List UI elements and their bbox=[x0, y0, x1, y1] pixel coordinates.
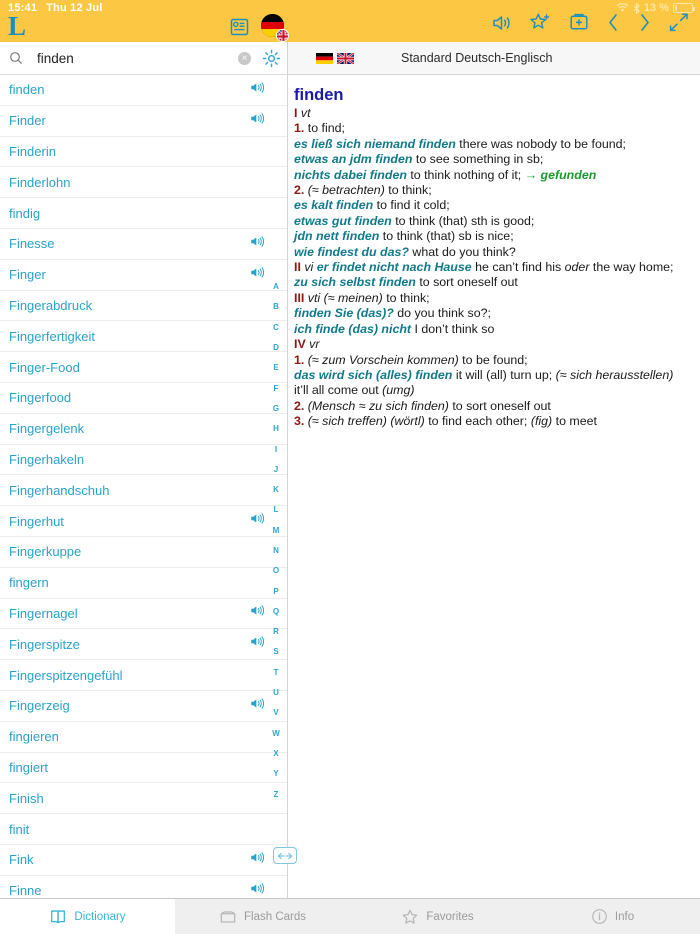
play-pronunciation-button[interactable] bbox=[250, 266, 265, 284]
speaker-icon[interactable] bbox=[250, 604, 265, 617]
entry-line bbox=[294, 353, 690, 368]
entry-segment: the way home; bbox=[592, 260, 674, 275]
entry-line bbox=[294, 229, 690, 244]
word-list-item[interactable] bbox=[0, 75, 287, 106]
entry-segment: IV bbox=[294, 337, 310, 352]
alphabet-index-letter[interactable]: Z bbox=[273, 789, 279, 799]
word-list-item[interactable] bbox=[0, 106, 287, 137]
word-label: Finesse bbox=[9, 236, 55, 252]
word-list-item[interactable] bbox=[0, 629, 287, 660]
star-icon bbox=[401, 908, 419, 926]
entry-line bbox=[294, 368, 690, 383]
play-pronunciation-button[interactable] bbox=[250, 112, 265, 130]
entry-segment: → gefunden bbox=[524, 167, 597, 182]
entry-segment: 3. bbox=[294, 414, 308, 429]
word-label: Finne bbox=[9, 883, 42, 898]
box-plus-icon[interactable] bbox=[568, 12, 590, 33]
entry-segment: to meet bbox=[555, 414, 597, 429]
entry-segment: to think; bbox=[388, 183, 432, 198]
play-pronunciation-button[interactable] bbox=[250, 81, 265, 99]
alphabet-index-letter[interactable]: J bbox=[273, 464, 279, 474]
entry-line bbox=[294, 399, 690, 414]
uk-flag-icon bbox=[337, 53, 354, 64]
entry-segment: wie findest du das? bbox=[294, 244, 413, 259]
word-list-item[interactable] bbox=[0, 753, 287, 784]
uk-flag-icon bbox=[276, 29, 289, 42]
status-date: Thu 12 Jul bbox=[46, 2, 103, 14]
word-label: Fingerspitzengefühl bbox=[9, 667, 123, 683]
play-pronunciation-button[interactable] bbox=[250, 851, 265, 869]
entry-segment: (umg) bbox=[382, 383, 415, 398]
expand-arrows-icon[interactable] bbox=[668, 12, 690, 33]
alphabet-index-letter[interactable]: B bbox=[273, 302, 279, 312]
entry-segment: I bbox=[294, 106, 301, 120]
alphabet-index-letter[interactable]: T bbox=[273, 667, 279, 677]
star-plus-icon[interactable] bbox=[529, 12, 552, 33]
entry-segment: 1. bbox=[294, 121, 308, 136]
word-list-item[interactable] bbox=[0, 352, 287, 383]
entry-segment: he can’t find his bbox=[475, 260, 565, 275]
speaker-icon[interactable] bbox=[250, 112, 265, 125]
alphabet-index-letter[interactable]: W bbox=[272, 728, 280, 738]
word-label: Fingerabdruck bbox=[9, 297, 93, 313]
german-flag-icon bbox=[316, 53, 333, 64]
tab-label: Flash Cards bbox=[244, 910, 306, 923]
main-area bbox=[0, 42, 700, 898]
speaker-icon[interactable] bbox=[250, 81, 265, 94]
entry-segment: (≈ zum Vorschein kommen) bbox=[307, 352, 463, 367]
word-list-item[interactable] bbox=[0, 475, 287, 506]
entry-line bbox=[294, 414, 690, 429]
word-label: Fingerspitze bbox=[9, 636, 80, 652]
entry-segment: what do you think? bbox=[412, 244, 516, 259]
app-logo: L bbox=[8, 11, 27, 41]
toolbar-right bbox=[491, 12, 690, 33]
entry-segment: to sort oneself out bbox=[452, 398, 551, 413]
entry-segment: to be found; bbox=[462, 352, 528, 367]
entry-line bbox=[294, 121, 690, 136]
entry-line bbox=[294, 198, 690, 213]
entry-segment: (≈ sich herausstellen) bbox=[555, 367, 674, 382]
entry-segment: es ließ sich niemand finden bbox=[294, 136, 460, 151]
entry-segment: 2. bbox=[294, 183, 308, 198]
entry-segment: II bbox=[294, 260, 305, 275]
resize-horizontal-icon bbox=[277, 852, 293, 860]
entry-segment: to find each other; bbox=[428, 414, 531, 429]
tab-favorites[interactable] bbox=[350, 899, 525, 934]
word-list-item[interactable] bbox=[0, 660, 287, 691]
entry-segment: to find it cold; bbox=[376, 198, 450, 213]
search-icon bbox=[9, 51, 23, 65]
entry-headword: finden bbox=[294, 86, 344, 104]
entry-segment: III bbox=[294, 290, 308, 305]
entry-line bbox=[294, 260, 690, 275]
top-bar bbox=[0, 0, 700, 42]
pane-resize-handle[interactable] bbox=[273, 847, 297, 864]
entry-segment: do you think so?; bbox=[397, 306, 491, 321]
alphabet-index-letter[interactable]: Y bbox=[273, 769, 279, 779]
alphabet-index-letter[interactable]: E bbox=[273, 363, 279, 373]
tab-label: Favorites bbox=[426, 910, 474, 923]
entry-line bbox=[294, 183, 690, 198]
tab-label: Dictionary bbox=[74, 910, 126, 923]
entry-line bbox=[294, 152, 690, 167]
alphabet-index-letter[interactable]: I bbox=[274, 444, 278, 454]
entry-segment: 2. bbox=[294, 398, 308, 413]
word-list-item[interactable] bbox=[0, 845, 287, 876]
alphabet-index-letter[interactable]: O bbox=[272, 566, 280, 576]
alphabet-index-letter[interactable]: K bbox=[273, 485, 279, 495]
entry-line bbox=[294, 214, 690, 229]
word-label: Finder bbox=[9, 113, 46, 129]
alphabet-index-letter[interactable]: H bbox=[273, 424, 279, 434]
word-label: fingiert bbox=[9, 759, 49, 775]
word-label: Fingerkuppe bbox=[9, 544, 82, 560]
entry-segment: nichts dabei finden bbox=[294, 167, 411, 182]
right-pane bbox=[288, 42, 700, 898]
entry-segment: finden Sie (das)? bbox=[294, 306, 398, 321]
toolbar-center bbox=[228, 14, 287, 40]
alphabet-index-letter[interactable]: V bbox=[273, 708, 279, 718]
word-list-item[interactable] bbox=[0, 537, 287, 568]
search-bar bbox=[0, 42, 287, 75]
dictionary-entry bbox=[288, 75, 700, 898]
word-label: Finderlohn bbox=[9, 174, 71, 190]
play-pronunciation-button[interactable] bbox=[250, 882, 265, 898]
entry-segment: vr bbox=[309, 337, 320, 352]
word-label: Finderin bbox=[9, 143, 56, 159]
dictionary-header[interactable] bbox=[288, 42, 700, 75]
word-list-item[interactable] bbox=[0, 876, 287, 898]
alphabet-index-letter[interactable]: C bbox=[273, 322, 279, 332]
word-list-item[interactable] bbox=[0, 599, 287, 630]
left-pane bbox=[0, 42, 288, 898]
play-pronunciation-button[interactable] bbox=[250, 697, 265, 715]
play-pronunciation-button[interactable] bbox=[250, 235, 265, 253]
gear-icon[interactable] bbox=[262, 49, 281, 68]
entry-segment: etwas an jdm finden bbox=[294, 152, 416, 167]
alphabet-index-letter[interactable]: N bbox=[273, 546, 279, 555]
word-list-item[interactable] bbox=[0, 167, 287, 198]
word-label: Fink bbox=[9, 852, 34, 868]
tab-info[interactable] bbox=[525, 899, 700, 934]
entry-segment: das wird sich (alles) finden bbox=[294, 367, 456, 382]
alphabet-index-letter[interactable]: L bbox=[273, 505, 279, 515]
play-pronunciation-button[interactable] bbox=[250, 512, 265, 530]
entry-line bbox=[294, 291, 690, 306]
alphabet-index[interactable] bbox=[265, 277, 287, 805]
bottom-tab-bar bbox=[0, 898, 700, 934]
alphabet-index-letter[interactable]: D bbox=[273, 343, 279, 353]
word-label: Fingerhut bbox=[9, 513, 64, 529]
speaker-icon[interactable] bbox=[250, 635, 265, 648]
entry-segment: zu sich selbst finden bbox=[294, 275, 420, 290]
word-list-item[interactable] bbox=[0, 783, 287, 814]
alphabet-index-letter[interactable]: G bbox=[272, 403, 280, 413]
word-list-item[interactable] bbox=[0, 691, 287, 722]
word-label: finit bbox=[9, 821, 30, 837]
entry-line bbox=[294, 383, 690, 398]
word-label: Fingerhandschuh bbox=[9, 482, 110, 498]
word-label: Fingerfood bbox=[9, 390, 72, 406]
word-label: Fingerhakeln bbox=[9, 451, 85, 467]
entry-segment: (fig) bbox=[530, 414, 556, 429]
cards-icon bbox=[219, 908, 237, 926]
word-label: Fingerzeig bbox=[9, 698, 70, 714]
play-pronunciation-button[interactable] bbox=[250, 604, 265, 622]
entry-line bbox=[294, 168, 690, 183]
word-list[interactable] bbox=[0, 75, 287, 898]
speaker-icon[interactable] bbox=[250, 851, 265, 864]
speaker-icon[interactable] bbox=[250, 235, 265, 248]
entry-segment: vt bbox=[300, 106, 311, 120]
entry-segment: to think (that) sth is good; bbox=[395, 213, 535, 228]
entry-segment: (≈ sich treffen) (wörtl) bbox=[307, 414, 429, 429]
alphabet-index-letter[interactable]: M bbox=[272, 525, 280, 535]
notes-card-icon[interactable] bbox=[228, 17, 250, 37]
speaker-icon[interactable] bbox=[250, 266, 265, 279]
entry-segment: I don’t think so bbox=[414, 321, 495, 336]
word-label: Finger bbox=[9, 267, 46, 283]
search-input[interactable] bbox=[37, 51, 232, 66]
entry-segment: etwas gut finden bbox=[294, 213, 396, 228]
word-list-item[interactable] bbox=[0, 383, 287, 414]
entry-segment: es kalt finden bbox=[294, 198, 377, 213]
word-list-item[interactable] bbox=[0, 814, 287, 845]
speaker-icon[interactable] bbox=[250, 512, 265, 525]
entry-line bbox=[294, 245, 690, 260]
entry-line bbox=[294, 106, 690, 121]
word-label: Fingerfertigkeit bbox=[9, 328, 95, 344]
word-label: findig bbox=[9, 205, 41, 221]
word-label: fingieren bbox=[9, 729, 59, 745]
alphabet-index-letter[interactable]: P bbox=[273, 586, 279, 596]
alphabet-index-letter[interactable]: S bbox=[273, 647, 279, 657]
word-label: finden bbox=[9, 82, 45, 98]
entry-line bbox=[294, 137, 690, 152]
word-list-item[interactable] bbox=[0, 722, 287, 753]
word-list-item[interactable] bbox=[0, 291, 287, 322]
book-icon bbox=[49, 908, 67, 926]
language-pair-button[interactable] bbox=[261, 14, 287, 40]
alphabet-index-letter[interactable]: R bbox=[273, 627, 279, 637]
word-list-item[interactable] bbox=[0, 321, 287, 352]
word-label: Finish bbox=[9, 790, 44, 806]
entry-segment: (Mensch ≈ zu sich finden) bbox=[307, 398, 453, 413]
entry-segment: to find; bbox=[307, 121, 345, 136]
search-field-wrapper[interactable] bbox=[9, 51, 232, 66]
entry-segment: vti (≈ meinen) bbox=[307, 290, 387, 305]
word-label: Fingernagel bbox=[9, 605, 78, 621]
speaker-icon[interactable] bbox=[491, 13, 513, 33]
entry-segment: there was nobody to be found; bbox=[459, 136, 626, 151]
entry-segment: ich finde (das) nicht bbox=[294, 321, 415, 336]
entry-segment: to think; bbox=[386, 290, 430, 305]
word-label: fingern bbox=[9, 575, 49, 591]
alphabet-index-letter[interactable]: Q bbox=[272, 606, 280, 616]
entry-segment: to see something in sb; bbox=[415, 152, 544, 167]
word-list-item[interactable] bbox=[0, 414, 287, 445]
word-list-item[interactable] bbox=[0, 260, 287, 291]
word-list-item[interactable] bbox=[0, 506, 287, 537]
speaker-icon[interactable] bbox=[250, 697, 265, 710]
entry-line bbox=[294, 337, 690, 352]
entry-line bbox=[294, 322, 690, 337]
word-list-item[interactable] bbox=[0, 229, 287, 260]
entry-segment: 1. bbox=[294, 352, 308, 367]
word-list-item[interactable] bbox=[0, 198, 287, 229]
chevron-right-icon[interactable] bbox=[637, 12, 652, 33]
play-pronunciation-button[interactable] bbox=[250, 635, 265, 653]
entry-segment: to think nothing of it; bbox=[410, 167, 525, 182]
alphabet-index-letter[interactable]: F bbox=[273, 383, 279, 393]
word-list-item[interactable] bbox=[0, 137, 287, 168]
entry-segment: to think (that) sb is nice; bbox=[382, 229, 514, 244]
entry-segment: it’ll all come out bbox=[294, 383, 383, 398]
word-list-item[interactable] bbox=[0, 568, 287, 599]
alphabet-index-letter[interactable]: X bbox=[273, 748, 279, 758]
entry-segment: it will (all) turn up; bbox=[455, 367, 556, 382]
speaker-icon[interactable] bbox=[250, 882, 265, 895]
alphabet-index-letter[interactable]: U bbox=[273, 688, 279, 698]
entry-segment: to sort oneself out bbox=[419, 275, 518, 290]
status-time: 15:41 bbox=[8, 2, 38, 14]
entry-segment: vi bbox=[304, 260, 317, 275]
dictionary-title: Standard Deutsch-Englisch bbox=[401, 51, 553, 65]
entry-line bbox=[294, 275, 690, 290]
entry-line bbox=[294, 306, 690, 321]
clear-search-button[interactable]: × bbox=[238, 52, 251, 65]
battery-percent-label: 13 % bbox=[643, 2, 669, 14]
entry-segment: er findet nicht nach Hause bbox=[316, 260, 476, 275]
tab-dictionary[interactable] bbox=[0, 899, 175, 934]
tab-label: Info bbox=[614, 910, 635, 923]
chevron-left-icon[interactable] bbox=[606, 12, 621, 33]
word-label: Fingergelenk bbox=[9, 421, 85, 437]
info-icon bbox=[591, 908, 608, 925]
entry-segment: oder bbox=[564, 260, 593, 275]
entry-segment: jdn nett finden bbox=[294, 229, 383, 244]
entry-segment: (≈ betrachten) bbox=[307, 183, 389, 198]
word-list-item[interactable] bbox=[0, 445, 287, 476]
tab-flash-cards[interactable] bbox=[175, 899, 350, 934]
alphabet-index-letter[interactable]: A bbox=[273, 282, 279, 292]
word-label: Finger-Food bbox=[9, 359, 80, 375]
entry-body bbox=[294, 106, 690, 430]
